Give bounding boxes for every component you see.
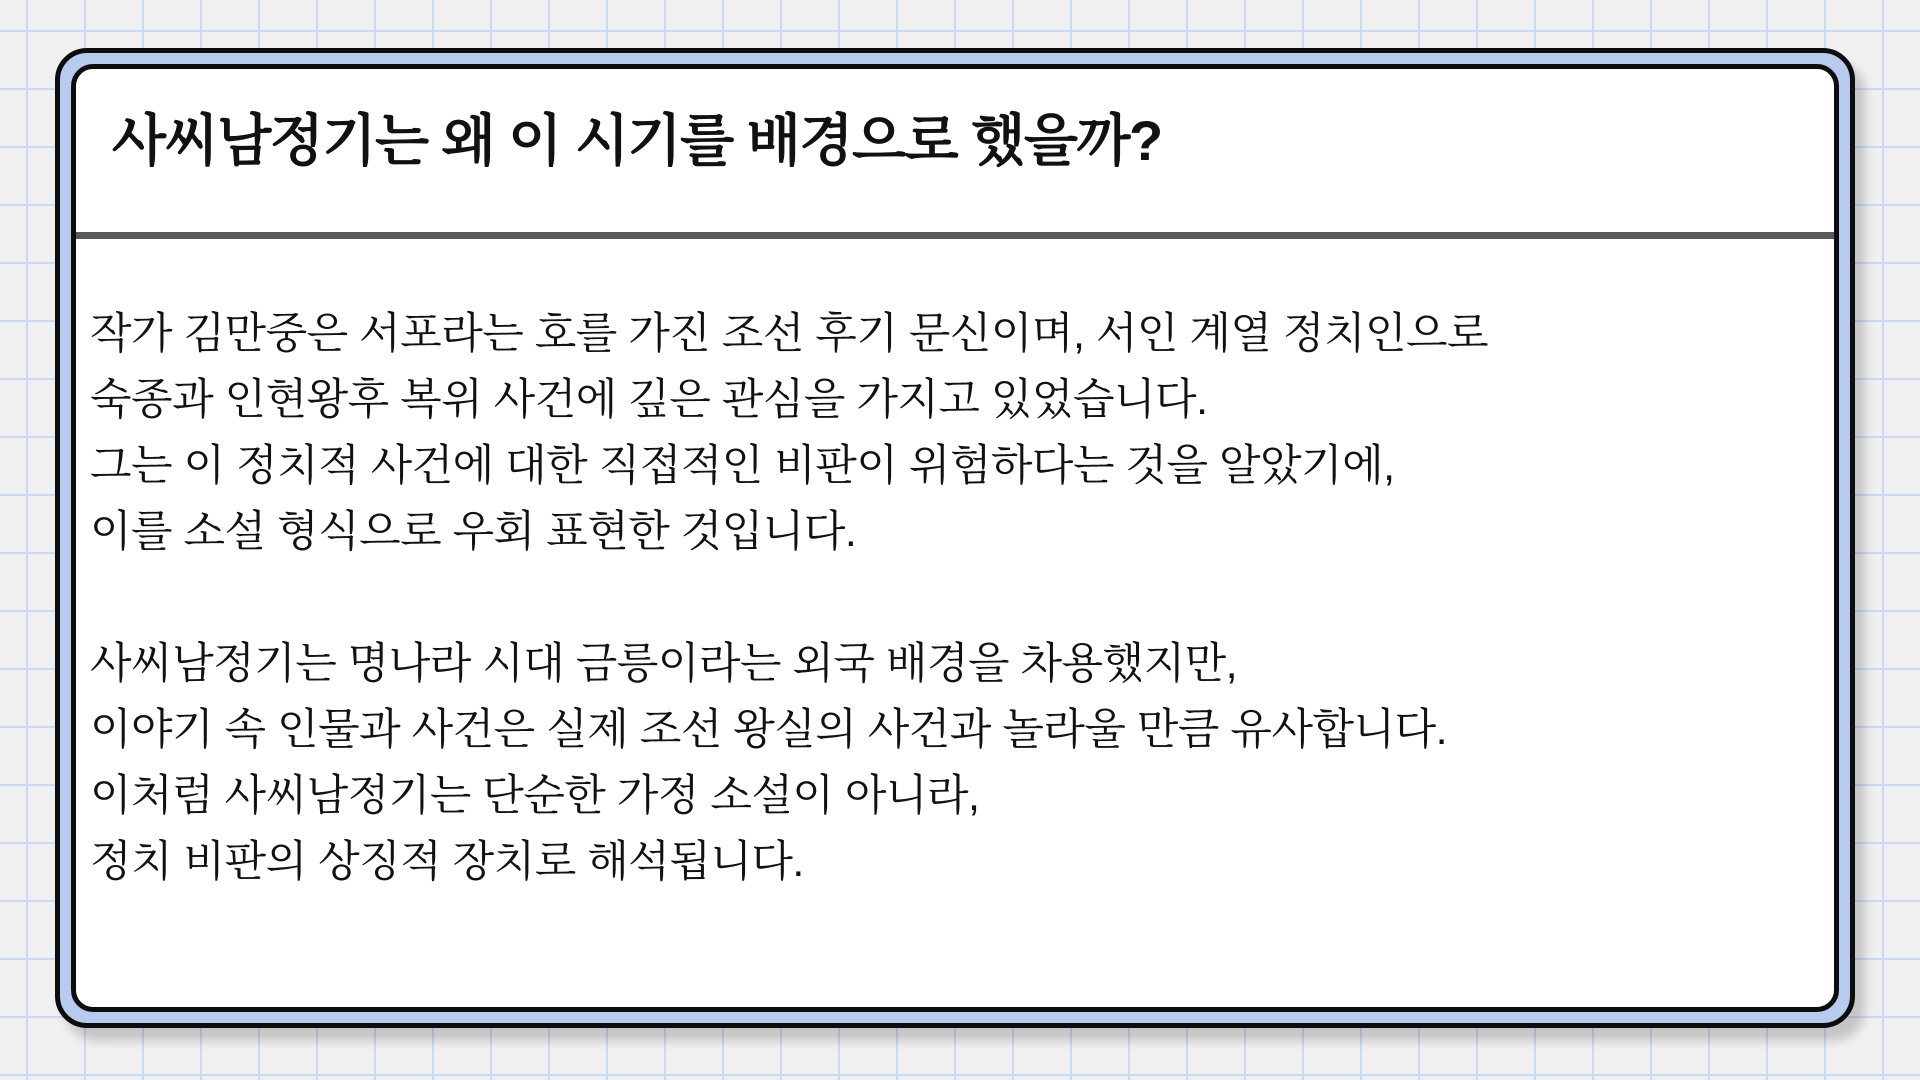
body-line: 그는 이 정치적 사건에 대한 직접적인 비판이 위험하다는 것을 알았기에, xyxy=(90,442,1395,490)
content-card xyxy=(55,48,1855,1028)
card-title: 사씨남정기는 왜 이 시기를 배경으로 했을까? xyxy=(112,109,1162,172)
body-line: 사씨남정기는 명나라 시대 금릉이라는 외국 배경을 차용했지만, xyxy=(90,640,1238,688)
body-line: 숙종과 인현왕후 복위 사건에 깊은 관심을 가지고 있었습니다. xyxy=(90,376,1208,424)
title-divider xyxy=(76,232,1834,239)
body-paragraph-2 xyxy=(90,631,1810,895)
body-line: 정치 비판의 상징적 장치로 해석됩니다. xyxy=(90,838,804,886)
body-line: 이야기 속 인물과 사건은 실제 조선 왕실의 사건과 놀라울 만큼 유사합니다. xyxy=(90,706,1448,754)
card-header xyxy=(76,69,1834,232)
body-line: 작가 김만중은 서포라는 호를 가진 조선 후기 문신이며, 서인 계열 정치인으로 xyxy=(90,310,1489,358)
body-paragraph-1 xyxy=(90,301,1810,565)
content-card-surface xyxy=(71,64,1839,1012)
body-line: 이를 소설 형식으로 우회 표현한 것입니다. xyxy=(90,508,857,556)
body-line: 이처럼 사씨남정기는 단순한 가정 소설이 아니라, xyxy=(90,772,980,820)
card-body xyxy=(76,239,1834,1007)
